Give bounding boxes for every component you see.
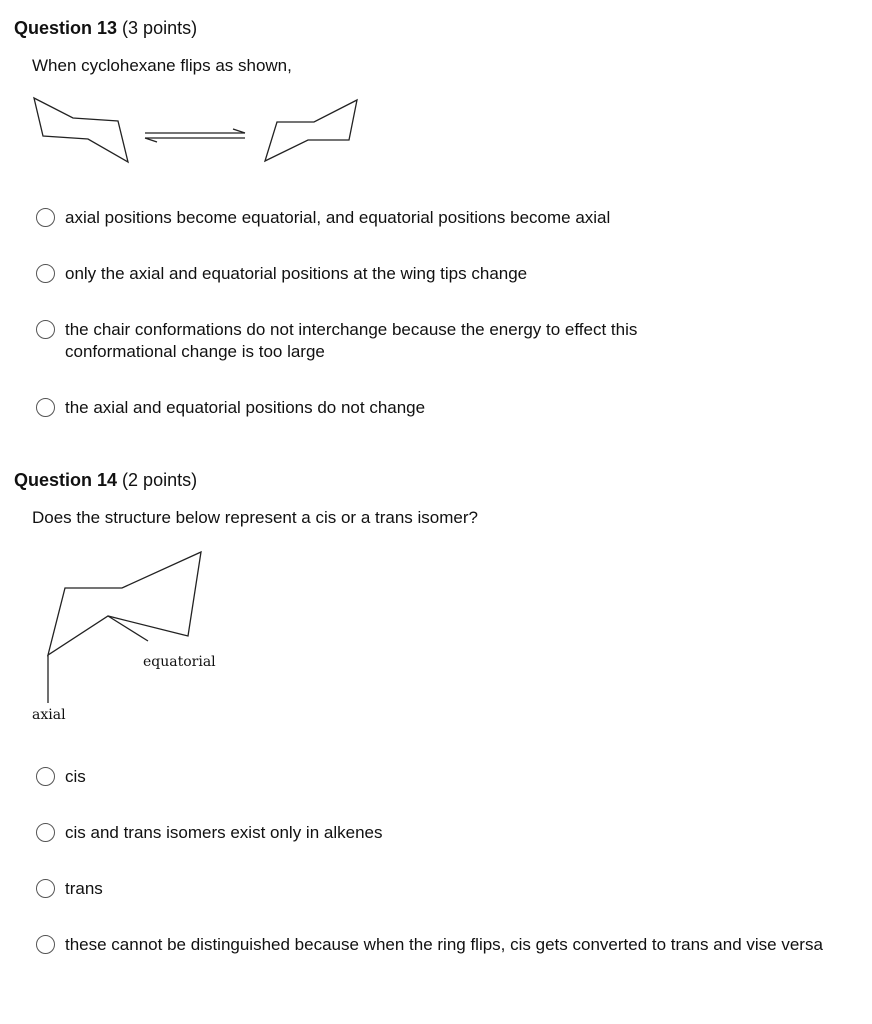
substituted-chair-diagram (0, 540, 240, 730)
q14-option-4-radio[interactable] (36, 935, 55, 954)
q13-option-3[interactable] (36, 319, 725, 363)
q14-option-4-label: these cannot be distinguished because when the ring flips, cis gets converted to trans and vise versa (65, 935, 823, 954)
chair-conformation-right (265, 100, 357, 161)
q14-option-1-label: cis (65, 767, 86, 786)
question-14-heading (14, 470, 197, 491)
q13-option-1[interactable] (36, 207, 610, 229)
q13-option-3-label: the chair conformations do not interchange because the energy to effect this conformational change is too large (65, 320, 638, 361)
q14-option-3-radio[interactable] (36, 879, 55, 898)
q13-option-3-radio[interactable] (36, 320, 55, 339)
chair-ring (48, 552, 201, 655)
q13-option-4[interactable] (36, 397, 425, 419)
q14-option-2-radio[interactable] (36, 823, 55, 842)
question-13-number: Question 13 (14, 18, 118, 38)
question-13-heading (14, 18, 197, 39)
question-14-points: (2 points) (122, 470, 198, 490)
q14-option-3-label: trans (65, 879, 103, 898)
chair-conformation-left (34, 98, 128, 162)
q13-option-4-label: the axial and equatorial positions do not change (65, 398, 426, 417)
q14-option-1[interactable] (36, 766, 86, 788)
q13-option-1-radio[interactable] (36, 208, 55, 227)
equatorial-bond (108, 616, 148, 641)
q14-option-2[interactable] (36, 822, 382, 844)
question-13-prompt: When cyclohexane flips as shown, (32, 56, 292, 75)
q13-option-4-radio[interactable] (36, 398, 55, 417)
q14-option-4[interactable] (36, 934, 823, 956)
q14-option-2-label: cis and trans isomers exist only in alkenes (65, 823, 383, 842)
q13-option-1-label: axial positions become equatorial, and equatorial positions become axial (65, 208, 611, 227)
q13-option-2[interactable] (36, 263, 527, 285)
axial-label: axial (32, 707, 66, 723)
q14-option-3[interactable] (36, 878, 103, 900)
q14-option-1-radio[interactable] (36, 767, 55, 786)
q13-option-2-label: only the axial and equatorial positions at the wing tips change (65, 264, 528, 283)
equatorial-label: equatorial (143, 654, 216, 670)
question-14-prompt: Does the structure below represent a cis or a trans isomer? (32, 508, 478, 527)
chair-flip-diagram (0, 90, 380, 170)
question-13-points: (3 points) (122, 18, 198, 38)
q13-option-2-radio[interactable] (36, 264, 55, 283)
question-14-number: Question 14 (14, 470, 118, 490)
